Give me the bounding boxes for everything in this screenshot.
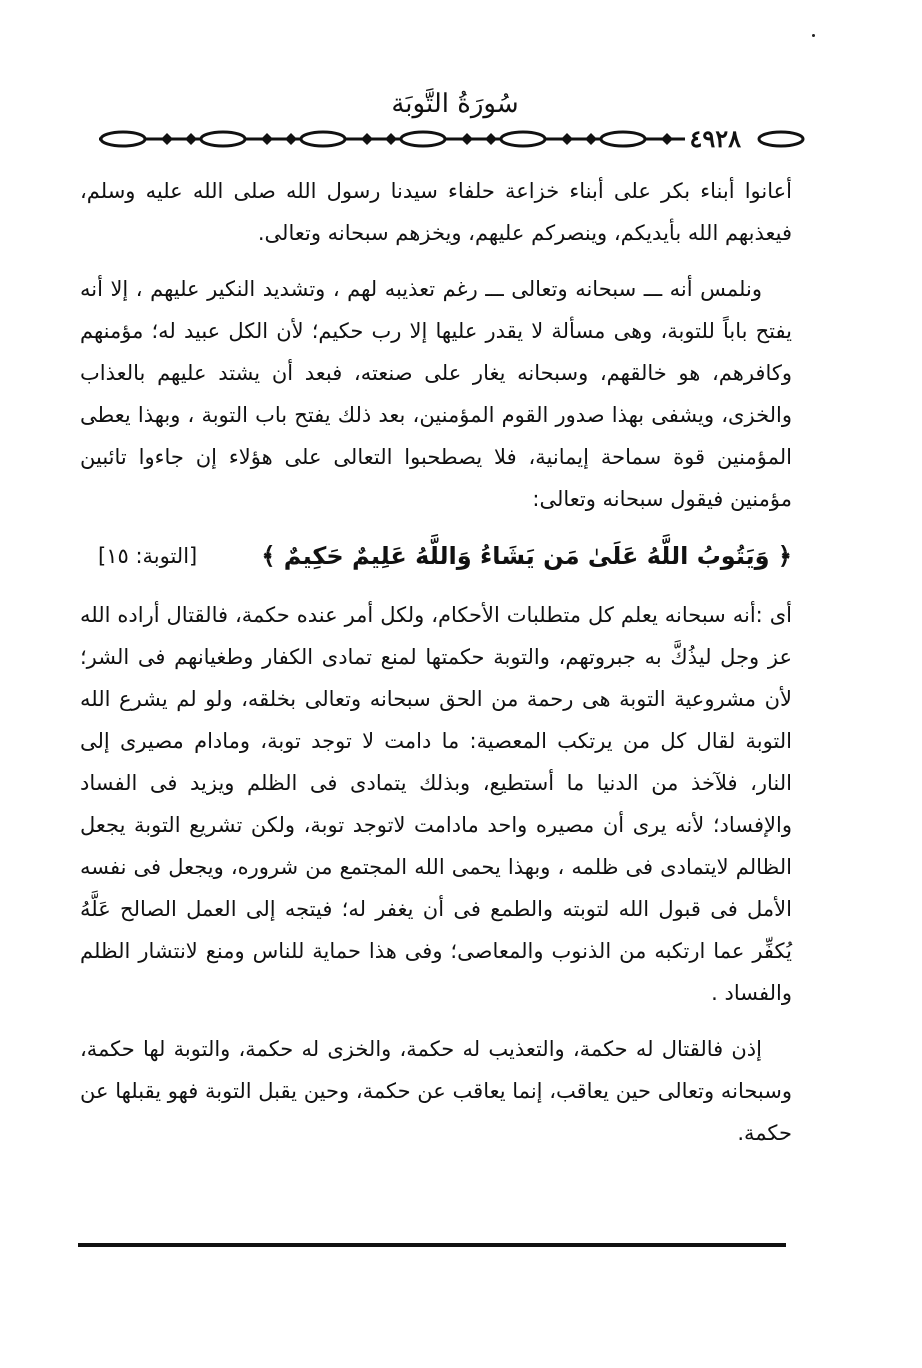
quran-verse-line [80, 526, 792, 588]
footer-divider [78, 1243, 786, 1247]
paragraph-2: ونلمس أنه ـــ سبحانه وتعالى ـــ رغم تعذيبه لهم ، وتشديد النكير عليهم ، إلا أنه يفتح باباً للتوبة، وهى مسألة لا يقدر عليها إلا رب حكيم؛ لأن الكل عبيد له؛ مؤمنهم وكافرهم، هو خالقهم، وسبحانه يغار على صنعته، فبعد أن يشتد عليهم بالعذاب والخزى، ويشفى بهذا صدور القوم المؤمنين، بعد ذلك يفتح باب التوبة ، وبهذا يعطى المؤمنين قوة سماحة إيمانية، فلا يصطحبوا التعالى على هؤلاء إن جاءوا تائبين مؤمنين فيقول سبحانه وتعالى: [80, 277, 792, 511]
quran-verse: ﴿ وَيَتُوبُ اللَّهُ عَلَىٰ مَن يَشَاءُ وَاللَّهُ عَلِيمٌ حَكِيمٌ ﴾ [261, 542, 792, 570]
paragraph-1: أعانوا أبناء بكر على أبناء خزاعة حلفاء سيدنا رسول الله صلى الله عليه وسلم، فيعذبهم الله بأيديكم، وينصركم عليهم، ويخزهم سبحانه وتعالى. [80, 179, 792, 245]
paragraph-3: أى :أنه سبحانه يعلم كل متطلبات الأحكام، ولكل أمر عنده حكمة، فالقتال أراده الله عز وجل ليذُكَّ به جبروتهم، والتوبة حكمتها لمنع تمادى الكفار وطغيانهم فى الشر؛ لأن مشروعية التوبة هى رحمة من الحق سبحانه وتعالى بخلقه، ولو لم يشرع الله التوبة لقال كل من يرتكب المعصية: ما دامت لا توجد توبة، ومادام مصيرى إلى النار، فلآخذ من الدنيا ما أستطيع، وبذلك يتمادى فى الظلم ويزيد فى الفساد والإفساد؛ لأنه يرى أن مصيره واحد مادامت لاتوجد توبة، ولكن تشريع التوبة يجعل الظالم لايتمادى فى ظلمه ، وبهذا يحمى الله المجتمع من شروره، ويجعل فى نفسه الأمل فى قبول الله لتوبته والطمع فى أن يغفر له؛ فيتجه إلى العمل الصالح عَلَّهُ يُكفِّر عما ارتكبه من الذنوب والمعاصى؛ وفى هذا حماية للناس ومنع لانتشار الظلم والفساد . [80, 603, 792, 1005]
verse-reference: [التوبة: ١٥] [98, 544, 198, 568]
paragraph-4: إذن فالقتال له حكمة، والتعذيب له حكمة، والخزى له حكمة، والتوبة لها حكمة، وسبحانه وتعالى حين يعاقب، إنما يعاقب عن حكمة، وحين يقبل التوبة فهو يقبلها عن حكمة. [80, 1037, 792, 1145]
surah-title: سُورَةُ التَّوبَة [391, 89, 519, 119]
page-number: ٤٩٢٨ [685, 122, 745, 156]
ink-dot [812, 34, 815, 37]
body-text [80, 170, 792, 1154]
decorative-header-border [95, 122, 807, 156]
